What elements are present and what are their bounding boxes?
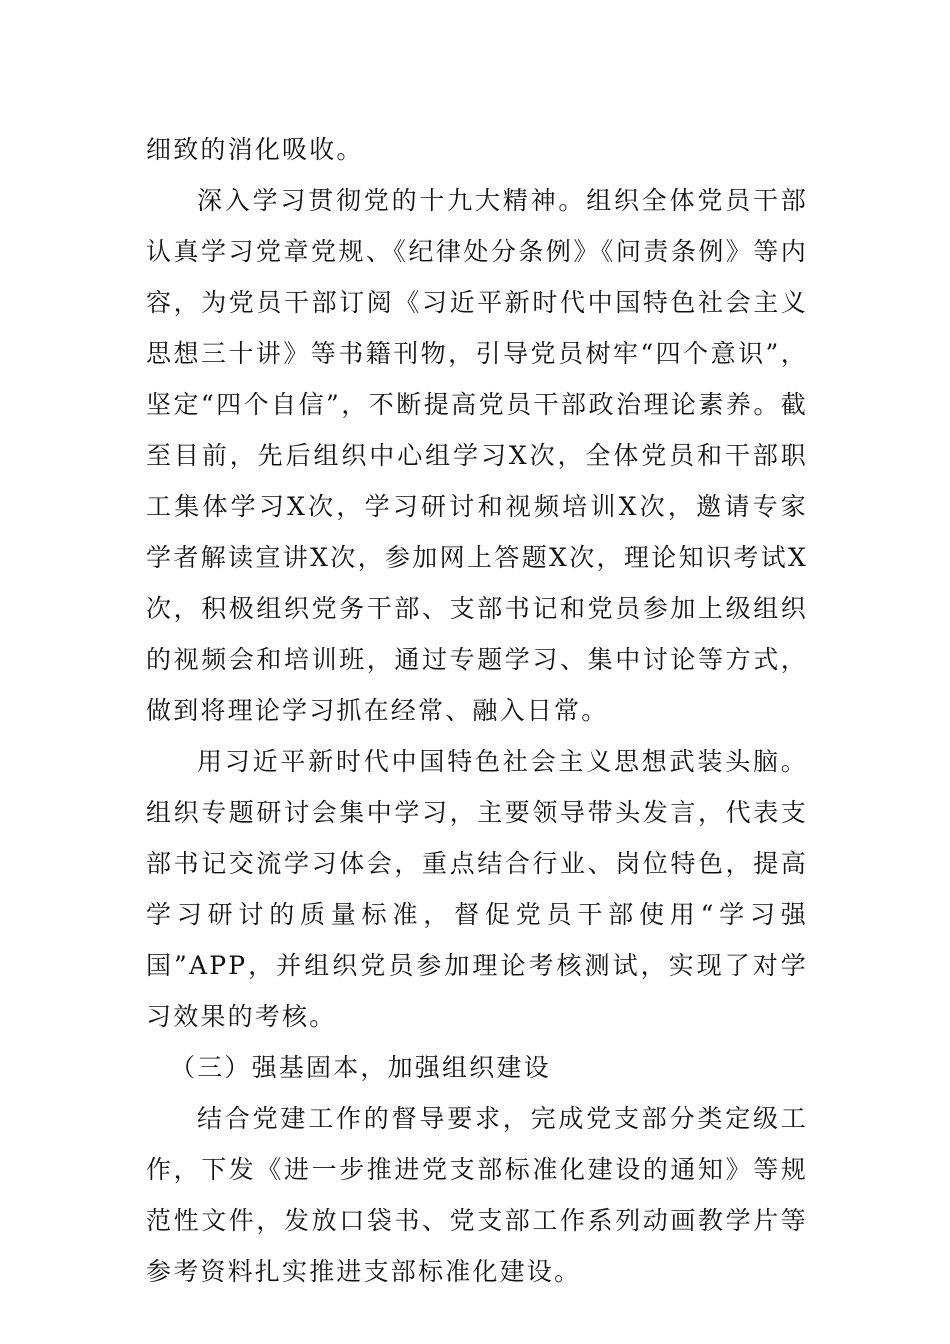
paragraph-organization-building: 结合党建工作的督导要求，完成党支部分类定级工作，下发《进一步推进党支部标准化建设的通知》等规范性文件，发放口袋书、党支部工作系列动画教学片等参考资料扎实推进支部标准化建设。 [146, 1104, 808, 1286]
paragraph-continuation: 细致的消化吸收。 [146, 135, 364, 164]
section-heading: （三）强基固本，加强组织建设 [170, 1053, 551, 1082]
paragraph-thought-arming: 用习近平新时代中国特色社会主义思想武装头脑。组织专题研讨会集中学习，主要领导带头发言，代表支部书记交流学习体会，重点结合行业、岗位特色，提高学习研讨的质量标准，督促党员干部使用“学习强国”APP，并组织党员参加理论考核测试，实现了对学习效果的考核。 [146, 747, 808, 1031]
document-body [146, 124, 808, 1297]
paragraph-theory-study: 深入学习贯彻党的十九大精神。组织全体党员干部认真学习党章党规、《纪律处分条例》《问责条例》等内容，为党员干部订阅《习近平新时代中国特色社会主义思想三十讲》等书籍刊物，引导党员树牢“四个意识”，坚定“四个自信”，不断提高党员干部政治理论素养。截至目前，先后组织中心组学习X次，全体党员和干部职工集体学习X次，学习研讨和视频培训X次，邀请专家学者解读宣讲X次，参加网上答题X次，理论知识考试X次，积极组织党务干部、支部书记和党员参加上级组织的视频会和培训班，通过专题学习、集中讨论等方式，做到将理论学习抓在经常、融入日常。 [146, 186, 808, 725]
